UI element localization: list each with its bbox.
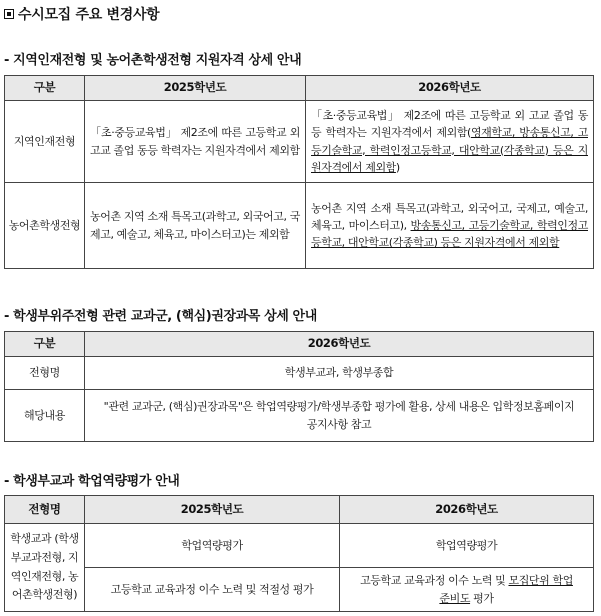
cell-2025: 고등학교 교육과정 이수 노력 및 적절성 평가 [85, 568, 340, 612]
row-label: 농어촌학생전형 [5, 183, 85, 269]
cell-value: 학생부교과, 학생부종합 [85, 357, 594, 390]
table-row [5, 101, 594, 183]
cell-2026: 「초·중등교육법」 제2조에 따른 고등학교 외 고교 졸업 동등 학력자는 지원자격에서 제외함(영재학교, 방송통신고, 고등기술학교, 학력인정고등학교, 대안학교(각종학교) 등은 지원자격에서 제외함) [306, 101, 594, 183]
row-label: 학생교과 (학생부교과전형, 지역인재전형, 농어촌학생전형) [5, 524, 85, 612]
row-label: 해당내용 [5, 390, 85, 442]
cell-2025: 「초·중등교육법」 제2조에 따른 고등학교 외 고교 졸업 동등 학력자는 지원자격에서 제외함 [85, 101, 306, 183]
header-category: 전형명 [5, 496, 85, 524]
section-title-evaluation: - 학생부교과 학업역량평가 안내 [4, 474, 180, 489]
evaluation-table [4, 495, 594, 612]
section-title-eligibility: - 지역인재전형 및 농어촌학생전형 지원자격 상세 안내 [4, 53, 302, 68]
cell-2025: 농어촌 지역 소재 특목고(과학고, 외국어고, 국제고, 예술고, 체육고, 마이스터고)는 제외함 [85, 183, 306, 269]
header-2026: 2026학년도 [85, 332, 594, 357]
header-2026: 2026학년도 [340, 496, 594, 524]
row-label: 지역인재전형 [5, 101, 85, 183]
header-category: 구분 [5, 332, 85, 357]
row-label: 전형명 [5, 357, 85, 390]
header-category: 구분 [5, 76, 85, 101]
table-row [5, 357, 594, 390]
header-2026: 2026학년도 [306, 76, 594, 101]
square-bullet-icon [4, 9, 14, 19]
cell-value: "관련 교과군, (핵심)권장과목"은 학업역량평가/학생부종합 평가에 활용, 상세 내용은 입학정보홈페이지 공지사항 참고 [85, 390, 594, 442]
eligibility-table [4, 75, 594, 269]
subjects-table [4, 331, 594, 442]
page-title: 수시모집 주요 변경사항 [4, 4, 159, 24]
table-row [5, 183, 594, 269]
cell-2026: 학업역량평가 [340, 524, 594, 568]
table-row [5, 568, 594, 612]
section-title-subjects: - 학생부위주전형 관련 교과군, (핵심)권장과목 상세 안내 [4, 309, 317, 324]
cell-2026: 고등학교 교육과정 이수 노력 및 모집단위 학업준비도 평가 [340, 568, 594, 612]
header-2025: 2025학년도 [85, 76, 306, 101]
table-row [5, 390, 594, 442]
cell-2025: 학업역량평가 [85, 524, 340, 568]
cell-2026: 농어촌 지역 소재 특목고(과학고, 외국어고, 국제고, 예술고, 체육고, 마이스터고), 방송통신고, 고등기술학교, 학력인정고등학교, 대안학교(각종학교) 등은 지원자격에서 제외함 [306, 183, 594, 269]
header-2025: 2025학년도 [85, 496, 340, 524]
table-row [5, 524, 594, 568]
